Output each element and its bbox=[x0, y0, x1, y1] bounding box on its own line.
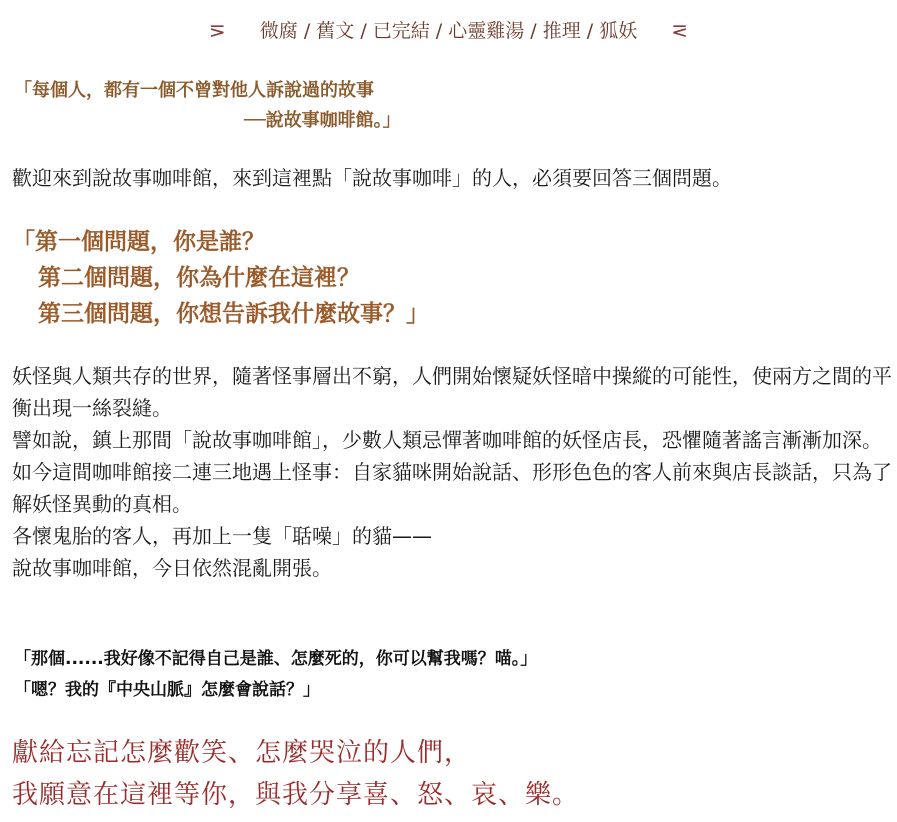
genre-tags bbox=[0, 16, 897, 43]
story-synopsis bbox=[12, 360, 892, 584]
dedication bbox=[12, 732, 579, 816]
dialog-quotes bbox=[14, 644, 537, 706]
left-arrow-icon: ⋝ bbox=[208, 18, 226, 42]
epigraph bbox=[14, 76, 401, 136]
dedication-line-1: 獻給忘記怎麼歡笑、怎麼哭泣的人們， bbox=[12, 738, 472, 768]
dedication-line-2: 我願意在這裡等你，與我分享喜、怒、哀、樂。 bbox=[12, 780, 580, 810]
genre-tags-text: 微腐 / 舊文 / 已完結 / 心靈雞湯 / 推理 / 狐妖 bbox=[259, 20, 638, 42]
story-paragraph: 譬如說，鎮上那間「說故事咖啡館」，少數人類忌憚著咖啡館的妖怪店長，恐懼隨著謠言漸漸加深。 bbox=[12, 428, 882, 452]
story-paragraph: 各懷鬼胎的客人，再加上一隻「聒噪」的貓—— bbox=[12, 524, 432, 548]
welcome-text: 歡迎來到說故事咖啡館，來到這裡點「說故事咖啡」的人，必須要回答三個問題。 bbox=[12, 166, 732, 190]
question-1: 「第一個問題，你是誰？ bbox=[12, 229, 265, 255]
dialog-line-owner: 「嗯？我的『中央山脈』怎麼會說話？」 bbox=[14, 680, 320, 700]
epigraph-line-1: 「每個人，都有一個不曾對他人訴說過的故事 bbox=[14, 80, 374, 101]
story-paragraph: 說故事咖啡館，今日依然混亂開張。 bbox=[12, 556, 332, 580]
question-2: 第二個問題，你為什麼在這裡？ bbox=[38, 265, 360, 291]
question-3: 第三個問題，你想告訴我什麼故事？」 bbox=[38, 301, 429, 327]
story-paragraph: 妖怪與人類共存的世界，隨著怪事層出不窮，人們開始懷疑妖怪暗中操縱的可能性，使兩方之間的平衡出現一絲裂縫。 bbox=[12, 364, 892, 420]
epigraph-signature: ──說故事咖啡館。」 bbox=[244, 110, 401, 131]
dialog-line-cat: 「那個......我好像不記得自己是誰、怎麼死的，你可以幫我嗎？喵。」 bbox=[14, 649, 538, 669]
story-paragraph: 如今這間咖啡館接二連三地遇上怪事：自家貓咪開始說話、形形色色的客人前來與店長談話，只為了解妖怪異動的真相。 bbox=[12, 460, 892, 516]
three-questions bbox=[12, 224, 429, 332]
right-arrow-icon: ⋜ bbox=[671, 18, 689, 42]
